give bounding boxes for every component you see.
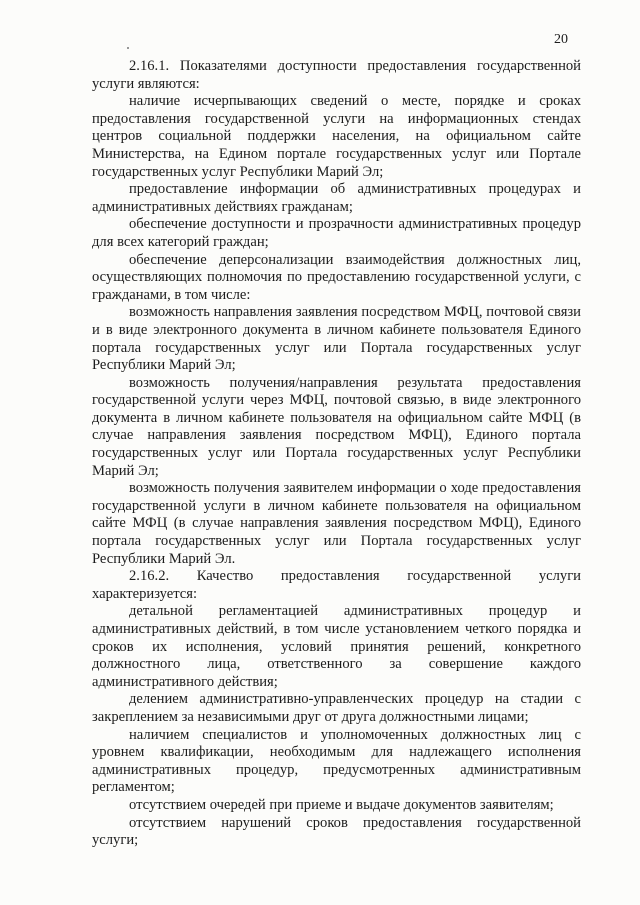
page-number: 20: [554, 32, 568, 47]
paragraph: наличием специалистов и уполномоченных должностных лиц с уровнем квалификации, необходимым для надлежащего исполнения административных процедур, предусмотренных административным регламентом;: [92, 726, 581, 796]
paragraph: наличие исчерпывающих сведений о месте, порядке и сроках предоставления государственной услуги на информационных стендах центров социальной поддержки населения, на официальном сайте Министерства, на Едином портале государственных услуг или Портале государственных услуг Республики Марий Эл;: [92, 93, 581, 180]
paragraph: отсутствием очередей при приеме и выдаче документов заявителям;: [129, 796, 554, 813]
paragraph: возможность получения/направления результата предоставления государственной услуги через МФЦ, почтовой связью, в виде электронного документа в личном кабинете пользователя на официальном сайте МФЦ (в случае направления заявления посредством МФЦ), Единого портала государственных услуг или Портала государственных услуг Республики Марий Эл;: [92, 374, 581, 479]
document-body: [92, 58, 581, 850]
paragraph: возможность получения заявителем информации о ходе предоставления государственной услуги в личном кабинете пользователя на официальном сайте МФЦ (в случае направления заявления посредством МФЦ), Единого портала государственных услуг или Портала государственных услуг Республики Марий Эл.: [92, 480, 581, 567]
paragraph: обеспечение доступности и прозрачности административных процедур для всех категорий граждан;: [92, 216, 581, 250]
paragraph: 2.16.2. Качество предоставления государственной услуги характеризуется:: [92, 568, 581, 602]
paragraph: обеспечение деперсонализации взаимодействия должностных лиц, осуществляющих полномочия по предоставлению государственной услуги, с гражданами, в том числе:: [92, 251, 581, 303]
paragraph: возможность направления заявления посредством МФЦ, почтовой связи и в виде электронного документа в личном кабинете пользователя Единого портала государственных услуг или Портала государственных услуг Республики Марий Эл;: [92, 304, 581, 374]
scan-speck: [127, 47, 129, 49]
paragraph: детальной регламентацией административных процедур и административных действий, в том числе установлением четкого порядка и сроков их исполнения, условий принятия решений, конкретного должностного лица, ответственного за совершение каждого административного действия;: [92, 603, 581, 690]
paragraph: делением административно-управленческих процедур на стадии с закреплением за независимыми друг от друга должностными лицами;: [92, 691, 581, 725]
paragraph: отсутствием нарушений сроков предоставления государственной услуги;: [92, 814, 581, 849]
paragraph: предоставление информации об административных процедурах и административных действиях гражданам;: [92, 181, 581, 215]
paragraph: 2.16.1. Показателями доступности предоставления государственной услуги являются:: [92, 58, 581, 92]
